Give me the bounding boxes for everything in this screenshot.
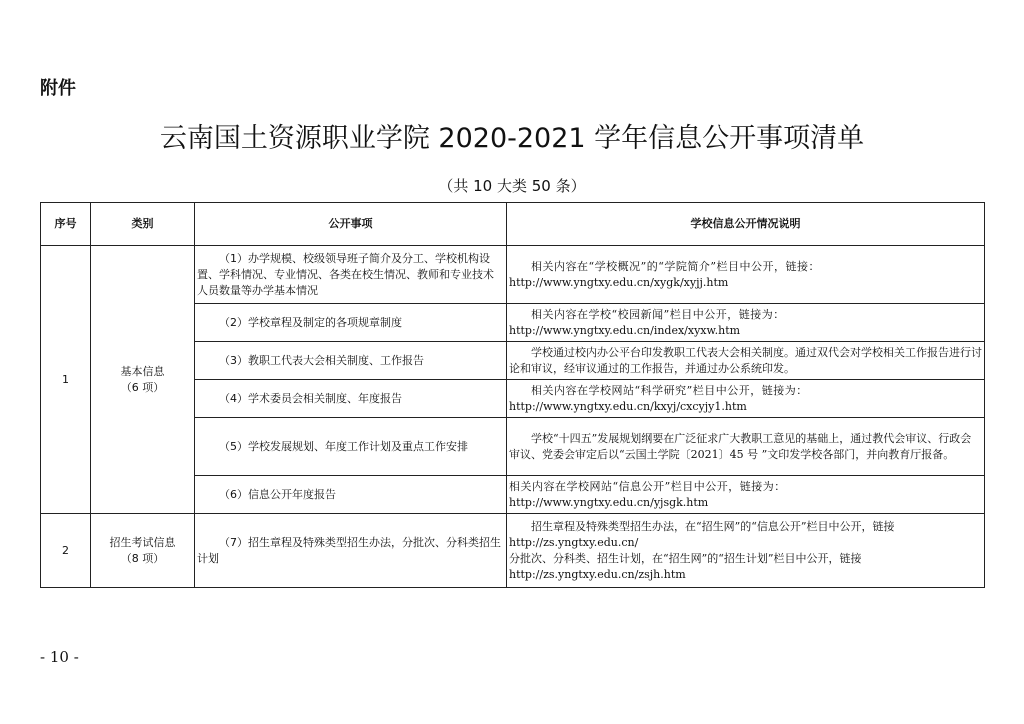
item-cell: （4）学术委员会相关制度、年度报告 xyxy=(195,380,507,418)
header-desc: 学校信息公开情况说明 xyxy=(507,203,985,246)
group-category xyxy=(91,514,195,588)
desc-cell: 学校“十四五”发展规划纲要在广泛征求广大教职工意见的基础上，通过教代会审议、行政会审议、党委会审定后以“云国土学院〔2021〕45 号 ”文印发学校各部门，并向教育厅报备。 xyxy=(507,418,985,476)
link-text: http://zs.yngtxy.edu.cn/ xyxy=(509,535,639,549)
item-cell: （5）学校发展规划、年度工作计划及重点工作安排 xyxy=(195,418,507,476)
link-text: http://zs.yngtxy.edu.cn/zsjh.htm xyxy=(509,567,686,581)
page-title: 云南国土资源职业学院 2020-2021 学年信息公开事项清单 xyxy=(159,123,865,154)
desc-cell: 相关内容在学校网站“信息公开”栏目中公开，链接为： http://www.yngtxy.edu.cn/yjsgk.htm xyxy=(507,476,985,514)
desc-cell: 招生章程及特殊类型招生办法，在“招生网”的“信息公开”栏目中公开，链接 http://zs.yngtxy.edu.cn/ 分批次、分科类、招生计划，在“招生网”的“招生计划”栏目中公开，链接 http://zs.yngtxy.edu.cn/zsjh.htm xyxy=(507,514,985,588)
item-cell: （7）招生章程及特殊类型招生办法，分批次、分科类招生计划 xyxy=(195,514,507,588)
group-no: 2 xyxy=(41,514,91,588)
link-text: http://www.yngtxy.edu.cn/index/xyxw.htm xyxy=(509,323,741,337)
desc-cell: 学校通过校内办公平台印发教职工代表大会相关制度。通过双代会对学校相关工作报告进行讨论和审议，经审议通过的工作报告，并通过办公系统印发。 xyxy=(507,342,985,380)
link-text: http://www.yngtxy.edu.cn/xygk/xyjj.htm xyxy=(509,275,729,289)
header-no: 序号 xyxy=(41,203,91,246)
desc-cell: 相关内容在学校“校园新闻”栏目中公开，链接为： http://www.yngtxy.edu.cn/index/xyxw.htm xyxy=(507,304,985,342)
group-category xyxy=(91,246,195,514)
item-cell: （3）教职工代表大会相关制度、工作报告 xyxy=(195,342,507,380)
disclosure-table xyxy=(40,202,985,588)
page-number: - 10 - xyxy=(40,648,79,666)
category-name: 基本信息 xyxy=(120,364,165,378)
link-text: http://www.yngtxy.edu.cn/kxyj/cxcyjy1.htm xyxy=(509,399,747,413)
attachment-label: 附件 xyxy=(40,78,76,99)
category-name: 招生考试信息 xyxy=(109,535,176,549)
group-no: 1 xyxy=(41,246,91,514)
header-item: 公开事项 xyxy=(195,203,507,246)
item-cell: （1）办学规模、校级领导班子简介及分工、学校机构设置、学科情况、专业情况、各类在校生情况、教师和专业技术人员数量等办学基本情况 xyxy=(195,246,507,304)
link-text: http://www.yngtxy.edu.cn/yjsgk.htm xyxy=(509,495,709,509)
page-subtitle: （共 10 大类 50 条） xyxy=(438,177,586,195)
desc-cell: 相关内容在学校网站“科学研究”栏目中公开，链接为： http://www.yngtxy.edu.cn/kxyj/cxcyjy1.htm xyxy=(507,380,985,418)
table-row xyxy=(41,246,985,304)
header-category: 类别 xyxy=(91,203,195,246)
item-cell: （2）学校章程及制定的各项规章制度 xyxy=(195,304,507,342)
table-row xyxy=(41,514,985,588)
table-header-row xyxy=(41,203,985,246)
desc-cell: 相关内容在“学校概况”的“学院简介”栏目中公开，链接： http://www.yngtxy.edu.cn/xygk/xyjj.htm xyxy=(507,246,985,304)
category-count: （6 项） xyxy=(120,380,165,394)
category-count: （8 项） xyxy=(120,551,165,565)
item-cell: （6）信息公开年度报告 xyxy=(195,476,507,514)
